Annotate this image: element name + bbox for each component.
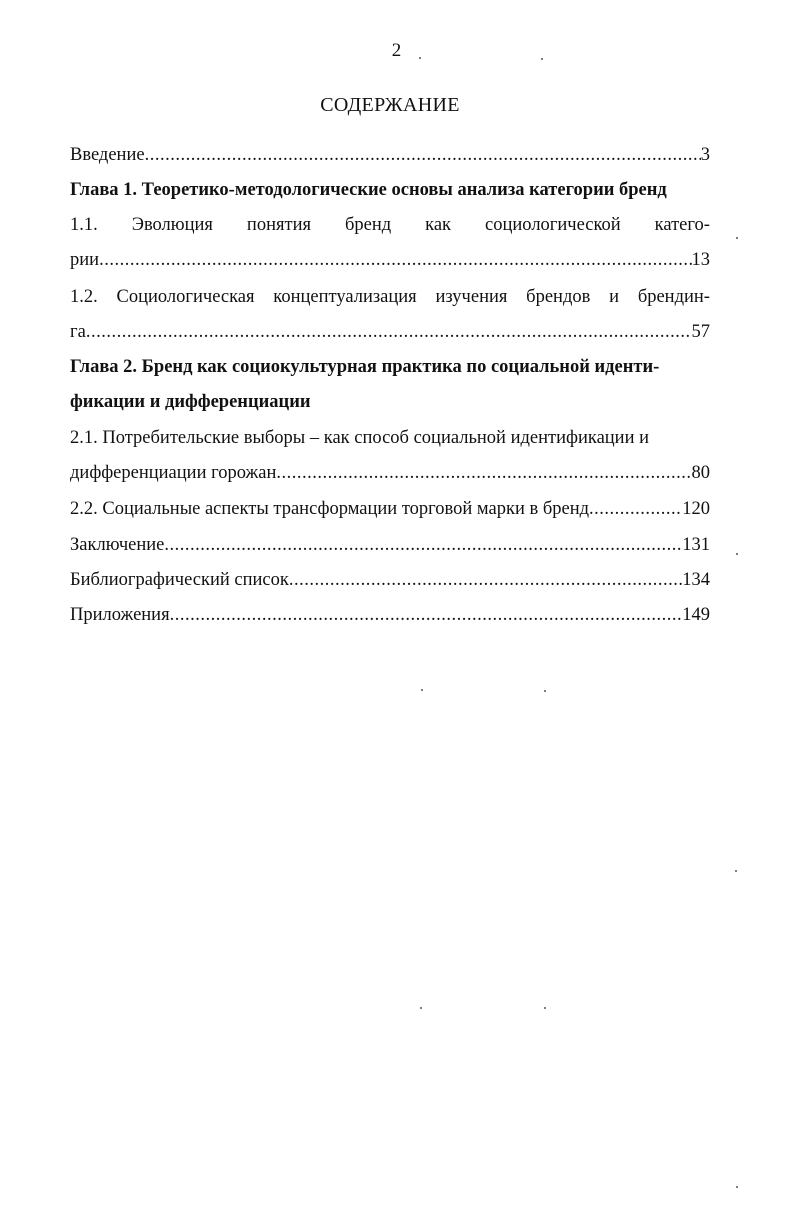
word: 1.1. bbox=[70, 215, 98, 235]
toc-entry-appendices bbox=[70, 602, 710, 628]
toc-entry-2-2 bbox=[70, 496, 710, 522]
toc-entry-1-2-line1 bbox=[70, 284, 710, 310]
word: как bbox=[425, 215, 452, 235]
toc-entry-page: 13 bbox=[691, 250, 710, 270]
word: брендин- bbox=[637, 287, 710, 307]
toc-chapter-1: Глава 1. Теоретико-методологические основы анализа категории бренд bbox=[70, 180, 667, 200]
scan-speck bbox=[541, 58, 543, 60]
word: катего- bbox=[654, 215, 710, 235]
dot-leader bbox=[164, 532, 682, 558]
scan-speck bbox=[736, 1186, 738, 1188]
toc-entry-page: 120 bbox=[682, 499, 710, 519]
word: и bbox=[609, 287, 620, 307]
toc-entry-intro bbox=[70, 142, 710, 168]
toc-chapter-2-line2: фикации и дифференциации bbox=[70, 392, 311, 412]
dot-leader bbox=[145, 142, 701, 168]
toc-entry-page: 149 bbox=[682, 605, 710, 625]
toc-entry-label: га bbox=[70, 322, 86, 342]
toc-entry-page: 57 bbox=[691, 322, 710, 342]
word: брендов bbox=[526, 287, 591, 307]
page-number: 2 bbox=[391, 40, 402, 61]
word: изучения bbox=[435, 287, 508, 307]
word: 1.2. bbox=[70, 287, 98, 307]
scan-speck bbox=[421, 689, 423, 691]
toc-entry-label: Заключение bbox=[70, 535, 165, 555]
dot-leader bbox=[289, 567, 682, 593]
dot-leader bbox=[86, 319, 692, 345]
toc-entry-page: 131 bbox=[682, 535, 710, 555]
scan-speck bbox=[420, 1007, 422, 1009]
word: Эволюция bbox=[131, 215, 213, 235]
dot-leader bbox=[589, 496, 682, 522]
word: социологической bbox=[485, 215, 621, 235]
scan-speck bbox=[736, 553, 738, 555]
dot-leader bbox=[276, 460, 691, 486]
word: Социологическая bbox=[116, 287, 255, 307]
toc-entry-label: Библиографический список bbox=[70, 570, 289, 590]
toc-entry-label: дифференциации горожан bbox=[70, 463, 277, 483]
toc-entry-label: 2.2. Социальные аспекты трансформации торговой марки в бренд bbox=[70, 499, 590, 519]
toc-entry-1-1-line1 bbox=[70, 212, 710, 238]
dot-leader bbox=[170, 602, 683, 628]
toc-entry-2-1-line2 bbox=[70, 460, 710, 486]
toc-entry-1-2-line2 bbox=[70, 319, 710, 345]
toc-entry-page: 3 bbox=[700, 145, 710, 165]
toc-entry-label: рии bbox=[70, 250, 100, 270]
toc-entry-2-1-line1: 2.1. Потребительские выборы – как способ социальной идентификации и bbox=[70, 428, 650, 448]
word: понятия bbox=[246, 215, 311, 235]
scan-speck bbox=[736, 237, 738, 239]
scan-speck bbox=[419, 57, 421, 59]
toc-entry-label: Введение bbox=[70, 145, 145, 165]
toc-entry-bibliography bbox=[70, 567, 710, 593]
toc-chapter-2-line1: Глава 2. Бренд как социокультурная практика по социальной иденти- bbox=[70, 357, 660, 377]
page-title: СОДЕРЖАНИЕ bbox=[320, 94, 460, 116]
scan-speck bbox=[735, 870, 737, 872]
word: бренд bbox=[344, 215, 392, 235]
scan-speck bbox=[544, 1007, 546, 1009]
toc-entry-conclusion bbox=[70, 532, 710, 558]
word: концептуализация bbox=[273, 287, 417, 307]
toc-entry-label: Приложения bbox=[70, 605, 170, 625]
toc-entry-1-1-line2 bbox=[70, 247, 710, 273]
dot-leader bbox=[99, 247, 691, 273]
toc-entry-page: 80 bbox=[691, 463, 710, 483]
toc-entry-page: 134 bbox=[682, 570, 710, 590]
scan-speck bbox=[544, 690, 546, 692]
